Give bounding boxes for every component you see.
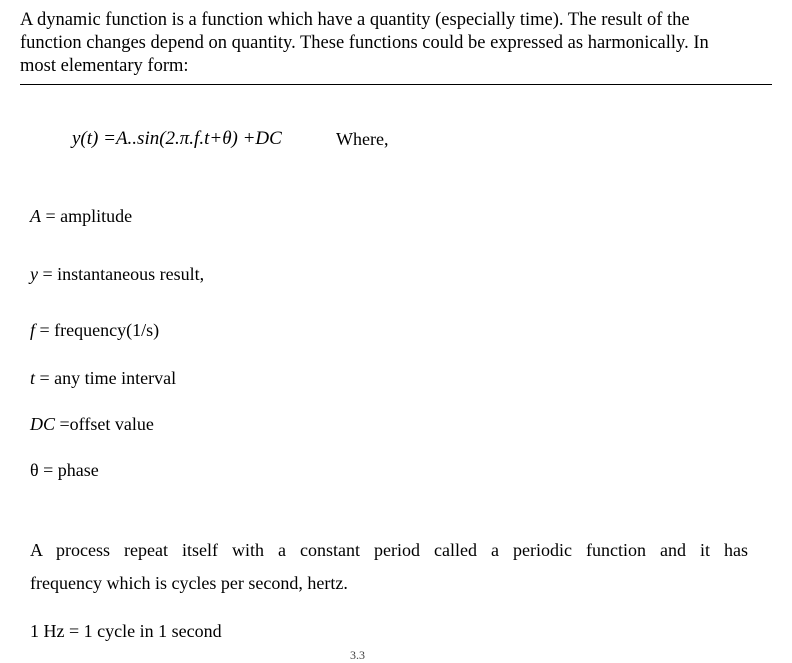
sine-equation: y(t) =A..sin(2.π.f.t+θ) +DC bbox=[72, 128, 282, 149]
periodic-line-1: A process repeat itself with a constant period called a periodic function and it has bbox=[30, 540, 748, 560]
where-label: Where, bbox=[336, 129, 389, 149]
intro-divider bbox=[20, 84, 772, 85]
definition-offset bbox=[30, 414, 154, 435]
definition-text: frequency(1/s) bbox=[54, 320, 160, 340]
definition-text: phase bbox=[57, 460, 99, 480]
definition-symbol: y bbox=[30, 264, 38, 284]
periodic-paragraph bbox=[30, 534, 748, 600]
definition-equals: = bbox=[55, 414, 70, 434]
intro-line-1: A dynamic function is a function which have a quantity (especially time). The result of the bbox=[20, 10, 690, 30]
intro-paragraph bbox=[20, 9, 780, 78]
definition-frequency bbox=[30, 320, 159, 341]
definition-text: offset value bbox=[69, 414, 154, 434]
definition-symbol: t bbox=[30, 368, 36, 388]
definition-amplitude bbox=[30, 206, 132, 227]
periodic-line-2: frequency which is cycles per second, hertz. bbox=[30, 573, 348, 593]
definition-phase bbox=[30, 460, 99, 481]
definition-equals: = bbox=[35, 320, 55, 340]
definition-equals: = bbox=[41, 206, 61, 226]
intro-line-3: most elementary form: bbox=[20, 56, 189, 76]
intro-line-2: function changes depend on quantity. These functions could be expressed as harmonically. In bbox=[20, 33, 709, 53]
definition-text: instantaneous result, bbox=[57, 264, 205, 284]
definition-equals: = bbox=[35, 368, 55, 388]
definition-result bbox=[30, 264, 204, 285]
definition-text: any time interval bbox=[54, 368, 177, 388]
definition-text: amplitude bbox=[60, 206, 133, 226]
definition-symbol: DC bbox=[30, 414, 56, 434]
cut-off-text: 3.3 bbox=[350, 648, 365, 662]
definition-symbol: f bbox=[30, 320, 36, 340]
hertz-definition: 1 Hz = 1 cycle in 1 second bbox=[30, 621, 222, 641]
definition-equals: = bbox=[38, 264, 58, 284]
definition-equals: = bbox=[38, 460, 58, 480]
definition-symbol: A bbox=[30, 206, 41, 226]
definition-symbol: θ bbox=[30, 460, 39, 480]
definition-time bbox=[30, 368, 176, 389]
